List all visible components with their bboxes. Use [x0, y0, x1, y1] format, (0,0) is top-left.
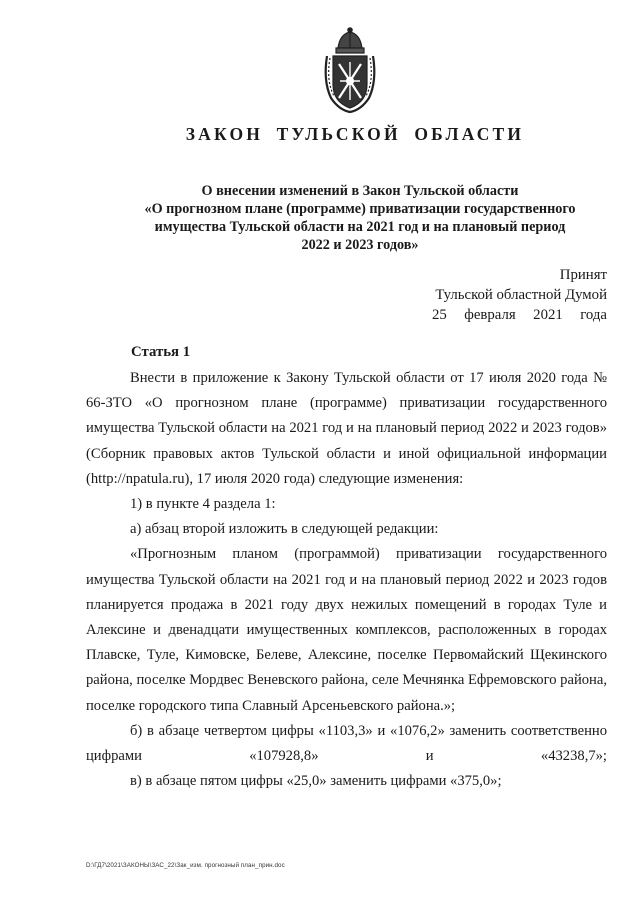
article-body [86, 366, 607, 794]
adoption-block [432, 265, 607, 325]
body-paragraph: а) абзац второй изложить в следующей редакции: [130, 521, 439, 538]
adopting-body: Тульской областной Думой [435, 287, 607, 303]
law-title: ЗАКОН ТУЛЬСКОЙ ОБЛАСТИ [185, 124, 525, 144]
adopted-label: Принят [559, 267, 607, 283]
coat-of-arms-icon [319, 26, 381, 114]
subtitle-line: «О прогнозном плане (программе) приватизации государственного [144, 201, 576, 217]
body-paragraph: «Прогнозным планом (программой) приватизации государственного имущества Тульской области на 2021 год и на плановый период 2022 и 2023 годов планируется продажа в 2021 году двух нежилых помещений в городах Туле и Алексине и двенадцати имущественных комплексов, расположенных в городах Плавске, Туле, Кимовске, Белеве, Алексине, поселке Первомайский Щекинского района, поселке Мордвес Веневского района, селе Мечнянка Ефремовского района, поселке городского типа Славный Арсеньевского района.»; [86, 546, 607, 714]
body-paragraph: 1) в пункте 4 раздела 1: [130, 496, 276, 513]
file-path-footer: D:\ГД7\2021\ЗАКОНЫ\ЗАС_22\Зак_изм. прогнозный план_прин.doc [86, 862, 285, 869]
document-subtitle [100, 182, 620, 254]
body-paragraph: Внести в приложение к Закону Тульской области от 17 июля 2020 года № 66-ЗТО «О прогнозном плане (программе) приватизации государственного имущества Тульской области на 2021 год и на плановый период 2022 и 2023 годов» (Сборник правовых актов Тульской области и иной официальной информации (http://npatula.ru), 17 июля 2020 года) следующие изменения: [86, 370, 607, 487]
subtitle-line: О внесении изменений в Закон Тульской области [201, 183, 519, 199]
adoption-date: 25 февраля 2021 года [432, 307, 607, 323]
body-paragraph: в) в абзаце пятом цифры «25,0» заменить цифрами «375,0»; [130, 773, 502, 790]
article-heading: Статья 1 [131, 344, 191, 360]
body-paragraph: б) в абзаце четвертом цифры «1103,3» и «1076,2» заменить соответственно цифрами «107928,8» и «43238,7»; [86, 722, 607, 765]
subtitle-line: имущества Тульской области на 2021 год и на плановый период [154, 219, 566, 235]
subtitle-line: 2022 и 2023 годов» [301, 237, 419, 253]
